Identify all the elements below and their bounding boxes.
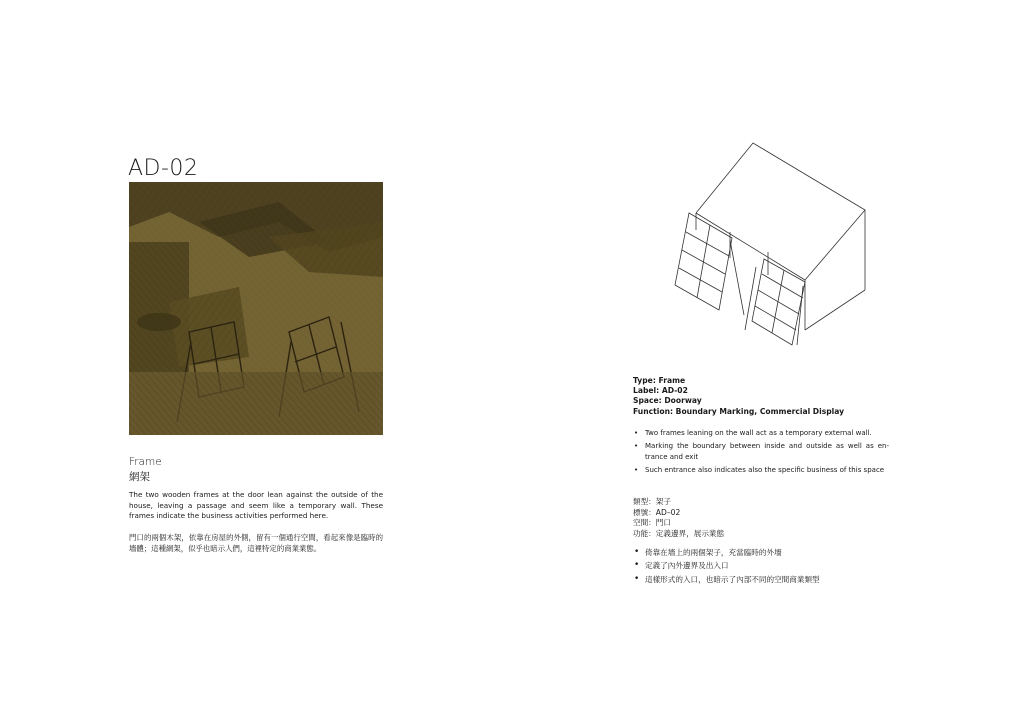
meta-space: Space: Doorway [633, 396, 702, 406]
list-item: • Two frames leaning on the wall act as a temporary external wall. [634, 429, 872, 437]
meta-zh-type: 類型：架子 [633, 497, 671, 506]
bullet-icon: • [634, 442, 639, 450]
meta-zh-label: 標號：AD–02 [633, 507, 681, 517]
list-item: • 定義了內外邊界及出入口 [633, 559, 889, 572]
meta-type: Type: Frame [633, 376, 686, 385]
description-english: The two wooden frames at the door lean against the outside of the house, leaving a passage and seem like a temporary wall. These frames indicate the business activities performed here. [129, 490, 383, 520]
bullet-icon: • [634, 466, 639, 474]
list-item: • Marking the boundary between inside and outside as well as en-trance and exit [634, 442, 889, 461]
bullet-icon: • [634, 573, 640, 584]
list-item: • Such entrance also indicates also the specific business of this space [634, 466, 885, 474]
meta-label: Label: AD-02 [633, 386, 688, 396]
meta-function: Function: Boundary Marking, Commercial Display [633, 406, 845, 416]
axonometric-diagram [672, 140, 894, 350]
painting-detail-image [129, 182, 383, 435]
metadata-english [633, 376, 893, 417]
description-chinese: 門口的兩個木架，依靠在房屋的外側，留有一個通行空間，看起來像是臨時的墻體；這種網架，似乎也暗示人們，這裡特定的商業業態。 [129, 533, 383, 553]
bullet-icon: • [634, 547, 640, 557]
page-title: AD-02 [128, 156, 199, 181]
bullet-icon: • [634, 429, 639, 437]
item-name-chinese: 網架 [129, 471, 150, 483]
metadata-chinese [633, 497, 893, 539]
item-name-english: Frame [129, 456, 162, 468]
notes-chinese [633, 546, 889, 586]
bullet-icon: • [634, 560, 640, 571]
list-item: • 這樣形式的入口，也暗示了內部不同的空間商業類型 [633, 573, 889, 586]
meta-zh-function: 功能：定義邊界，展示業態 [633, 528, 725, 538]
notes-english [633, 428, 889, 478]
meta-zh-space: 空間：門口 [633, 518, 671, 527]
list-item: • 倚靠在墻上的兩個架子，充當臨時的外墻 [633, 546, 889, 559]
